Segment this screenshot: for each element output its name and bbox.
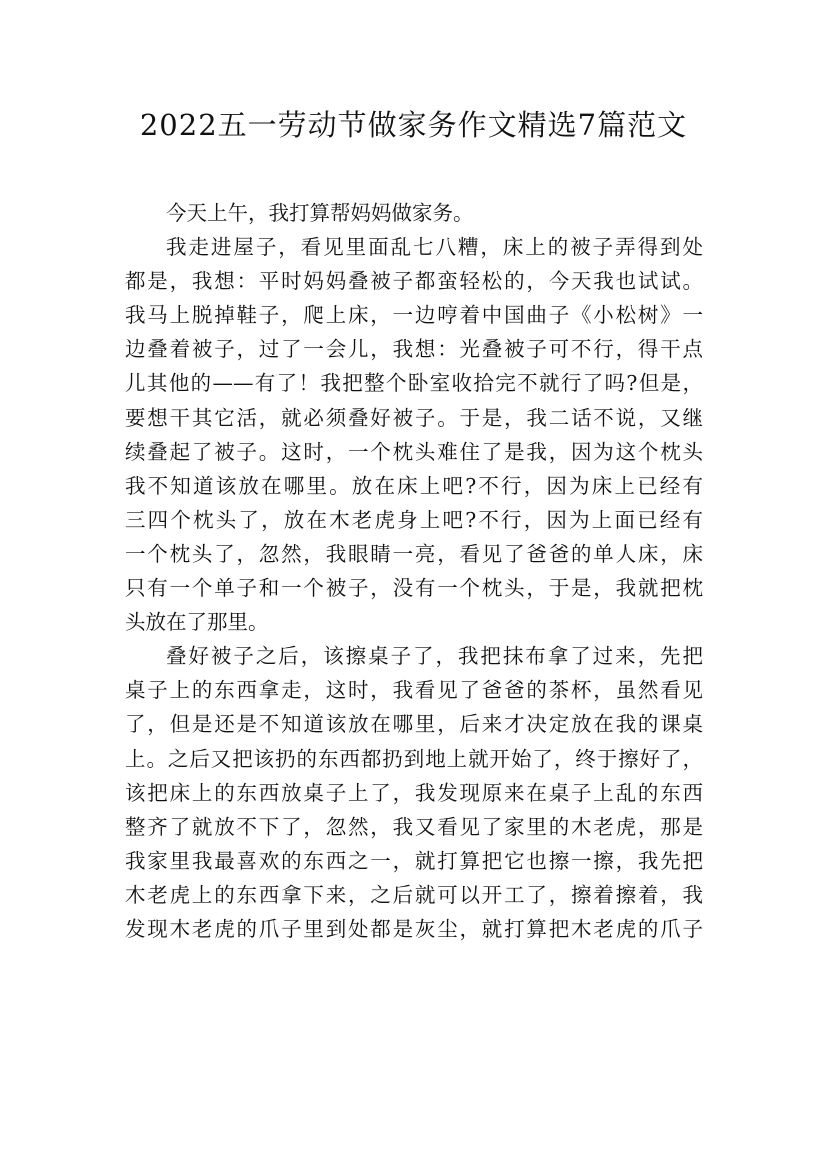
text-line: 木老虎上的东西拿下来，之后就可以开工了，擦着擦着，我 xyxy=(125,882,703,907)
text-line: 要想干其它活，就必须叠好被子。于是，我二话不说，又继 xyxy=(125,405,703,430)
text-line: 三四个枕头了，放在木老虎身上吧?不行，因为上面已经有 xyxy=(125,507,703,532)
text-line: 一个枕头了，忽然，我眼睛一亮，看见了爸爸的单人床，床 xyxy=(125,541,703,566)
text-line: 了，但是还是不知道该放在哪里，后来才决定放在我的课桌 xyxy=(125,712,703,737)
text-line: 都是，我想：平时妈妈叠被子都蛮轻松的，今天我也试试。 xyxy=(125,269,703,294)
article-body xyxy=(125,196,703,946)
text-line: 我走进屋子，看见里面乱七八糟，床上的被子弄得到处 xyxy=(166,235,703,260)
document-title: 2022五一劳动节做家务作文精选7篇范文 xyxy=(139,108,688,142)
text-line: 叠好被子之后，该擦桌子了，我把抹布拿了过来，先把 xyxy=(166,644,703,669)
text-line: 今天上午，我打算帮妈妈做家务。 xyxy=(166,201,474,225)
text-line: 桌子上的东西拿走，这时，我看见了爸爸的茶杯，虽然看见 xyxy=(125,678,703,703)
text-line: 我家里我最喜欢的东西之一，就打算把它也擦一擦，我先把 xyxy=(125,848,703,873)
text-line: 整齐了就放不下了，忽然，我又看见了家里的木老虎，那是 xyxy=(125,814,703,839)
text-line: 只有一个单子和一个被子，没有一个枕头，于是，我就把枕 xyxy=(125,576,703,601)
text-line: 儿其他的——有了！我把整个卧室收拾完不就行了吗?但是， xyxy=(125,371,703,396)
text-line: 头放在了那里。 xyxy=(125,610,269,635)
text-line: 续叠起了被子。这时，一个枕头难住了是我，因为这个枕头 xyxy=(125,439,703,464)
text-line: 我不知道该放在哪里。放在床上吧?不行，因为床上已经有 xyxy=(125,473,703,498)
text-line: 边叠着被子，过了一会儿，我想：光叠被子可不行，得干点 xyxy=(125,337,703,362)
text-line: 我马上脱掉鞋子，爬上床，一边哼着中国曲子《小松树》一 xyxy=(125,303,703,328)
text-line: 该把床上的东西放桌子上了，我发现原来在桌子上乱的东西 xyxy=(125,780,703,805)
text-line: 上。之后又把该扔的东西都扔到地上就开始了，终于擦好了， xyxy=(125,746,703,771)
text-line: 发现木老虎的爪子里到处都是灰尘，就打算把木老虎的爪子 xyxy=(125,916,703,941)
